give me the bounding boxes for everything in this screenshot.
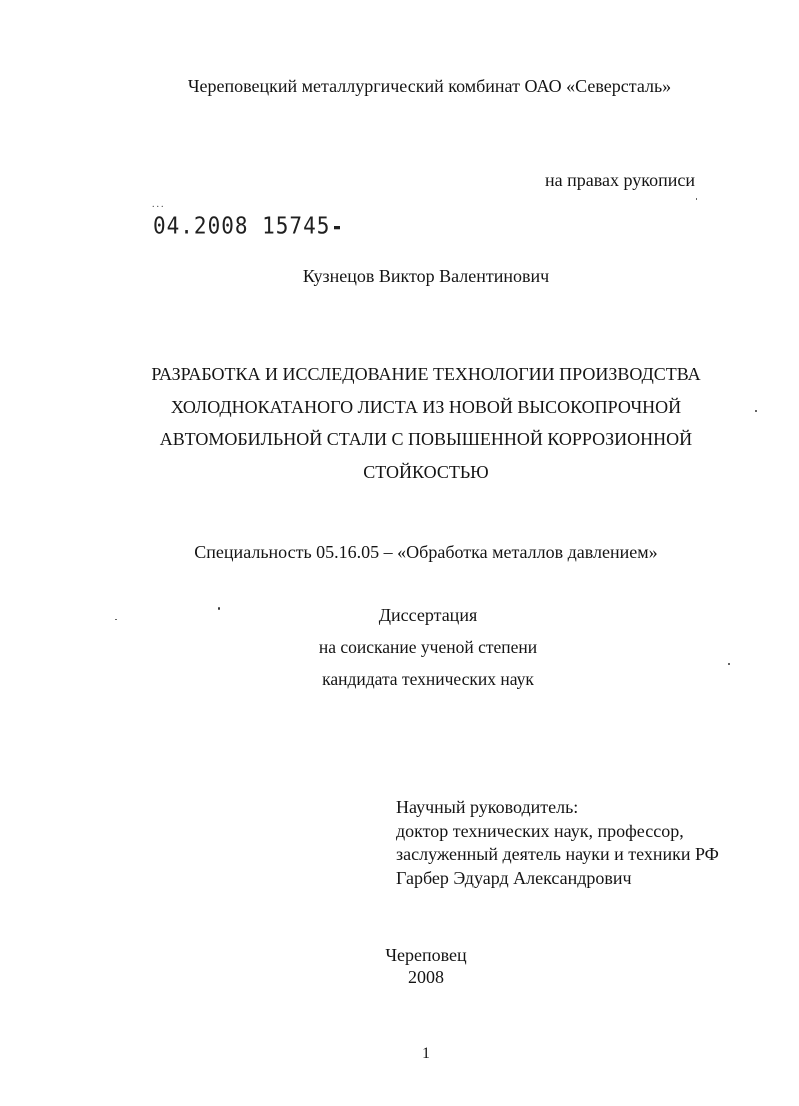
title-line-4: СТОЙКОСТЬЮ (363, 461, 489, 482)
title-line-1: РАЗРАБОТКА И ИССЛЕДОВАНИЕ ТЕХНОЛОГИИ ПРОИЗВОДСТВА (151, 364, 701, 384)
page-number: 1 (422, 1045, 430, 1062)
stamp-number-text: 04.2008 15745 (153, 212, 331, 240)
author-name: Кузнецов Виктор Валентинович (302, 266, 550, 286)
year: 2008 (408, 967, 444, 987)
specialty-line: Специальность 05.16.05 – «Обработка металлов давлением» (194, 542, 658, 562)
dissertation-purpose: на соискание ученой степени (318, 637, 538, 657)
supervisor-honor: заслуженный деятель науки и техники РФ (396, 844, 719, 864)
dissertation-degree: кандидата технических наук (322, 669, 534, 689)
scan-speck (696, 198, 697, 200)
scan-speck (218, 607, 220, 610)
organization-name: Череповецкий металлургический комбинат ОАО «Северсталь» (187, 76, 672, 96)
title-line-3: АВТОМОБИЛЬНОЙ СТАЛИ С ПОВЫШЕННОЙ КОРРОЗИОННОЙ (159, 429, 693, 449)
scan-speck (755, 410, 757, 412)
scan-speck (728, 663, 730, 665)
dissertation-type: Диссертация (378, 605, 478, 625)
supervisor-heading: Научный руководитель: (396, 797, 579, 817)
rights-note: на правах рукописи (545, 170, 695, 190)
supervisor-block (396, 796, 719, 890)
stamp-dots: ... (152, 199, 166, 210)
dissertation-title (0, 358, 799, 488)
title-line-2: ХОЛОДНОКАТАНОГО ЛИСТА ИЗ НОВОЙ ВЫСОКОПРОЧНОЙ (170, 396, 682, 417)
city: Череповец (385, 945, 467, 965)
supervisor-name: Гарбер Эдуард Александрович (396, 867, 632, 888)
library-stamp-number (153, 214, 340, 238)
supervisor-degree: доктор технических наук, профессор, (396, 820, 684, 841)
scan-speck (115, 619, 117, 620)
stamp-dash-mark (334, 225, 340, 228)
